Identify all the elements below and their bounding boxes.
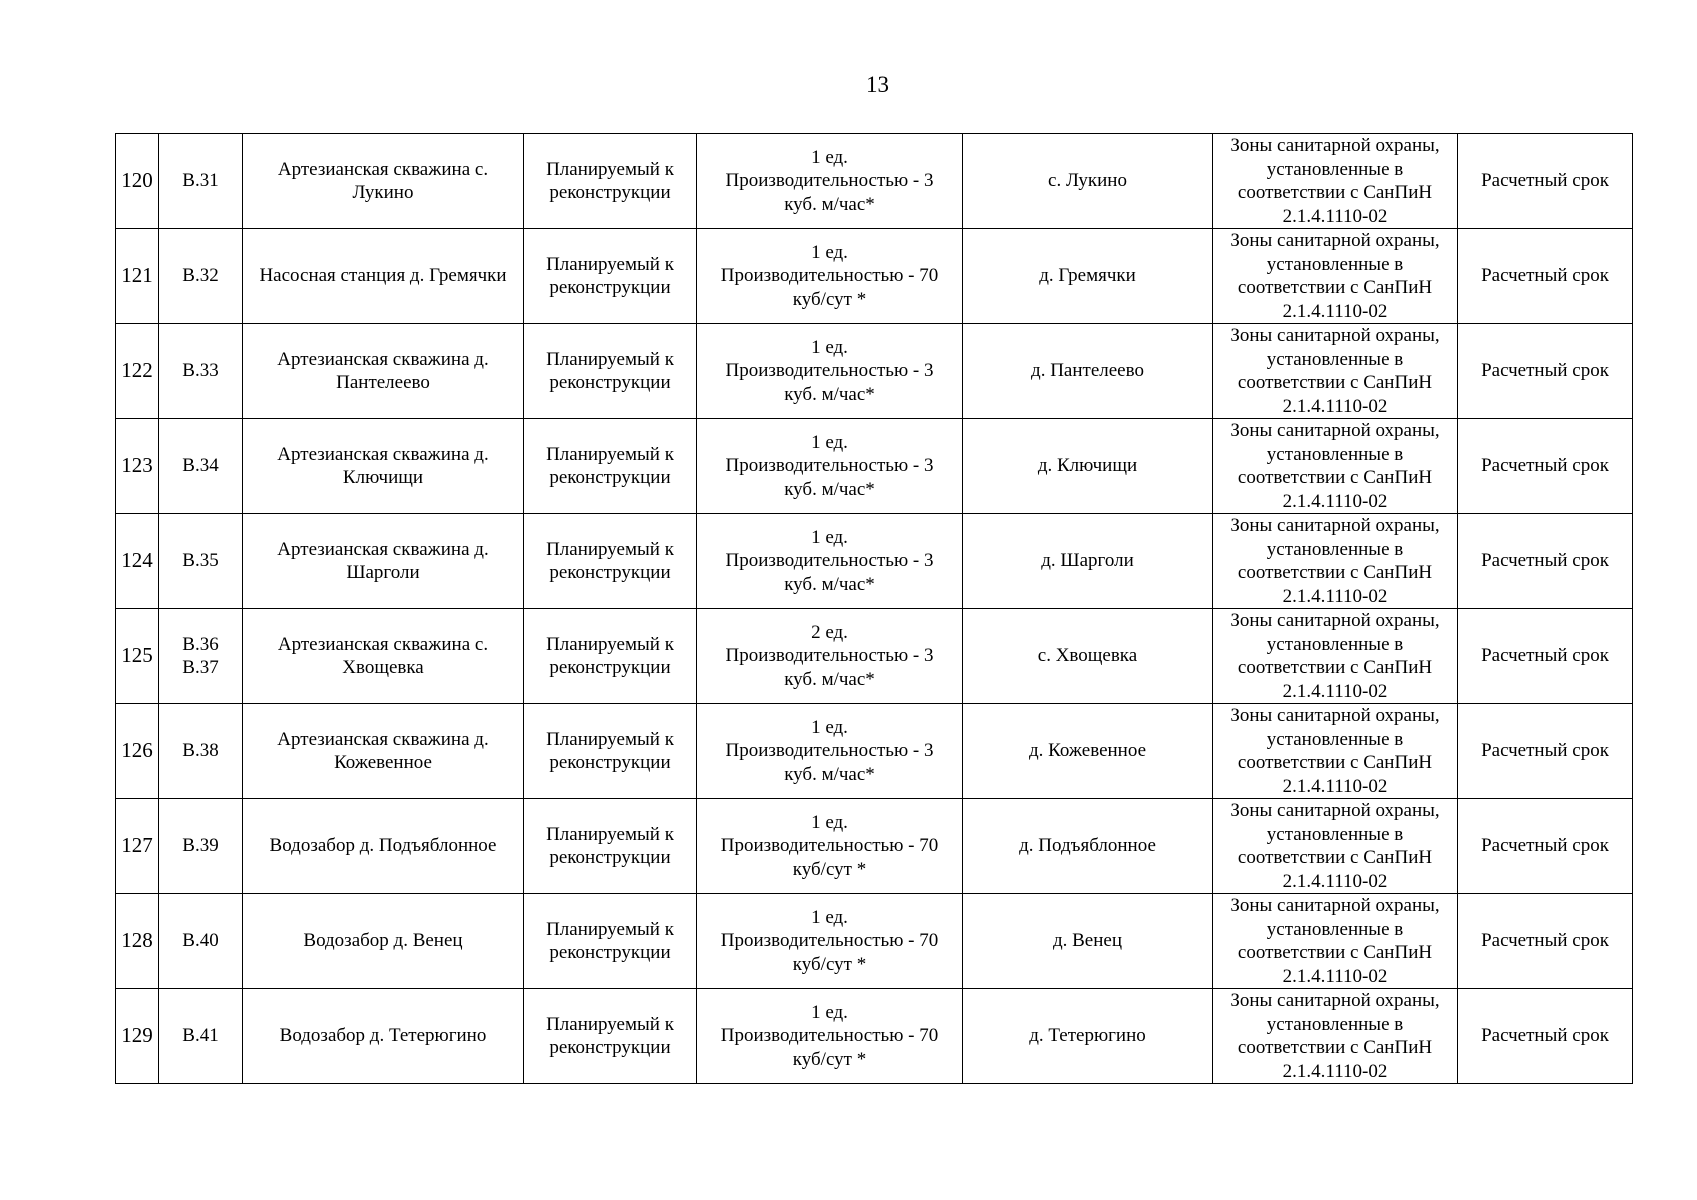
- status-line: реконструкции: [549, 277, 671, 298]
- zone-line: 2.1.4.1110-02: [1282, 205, 1388, 227]
- object-name-line: Артезианская скважина д.: [277, 348, 489, 370]
- capacity-line: куб. м/час*: [784, 383, 875, 405]
- zone-line: соответствии с СанПиН: [1237, 657, 1433, 678]
- location-cell: д. Подъяблонное: [963, 799, 1213, 894]
- row-number-cell: 126: [116, 704, 159, 799]
- location-cell: с. Хвощевка: [963, 609, 1213, 704]
- status-line: реконструкции: [549, 847, 671, 868]
- status-line: реконструкции: [549, 182, 671, 203]
- zone-line: Зоны санитарной охраны,: [1230, 420, 1440, 441]
- table-row: [116, 514, 1633, 609]
- object-code-line: В.34: [182, 455, 219, 477]
- term-cell: Расчетный срок: [1458, 989, 1633, 1084]
- capacity-line: Производительностью - 3: [725, 645, 934, 667]
- capacity-line: Производительностью - 70: [720, 835, 939, 857]
- capacity-line: Производительностью - 3: [725, 360, 934, 382]
- status-cell: [524, 324, 697, 419]
- capacity-cell: [697, 134, 963, 229]
- row-number-cell: 120: [116, 134, 159, 229]
- zone-line: соответствии с СанПиН: [1237, 562, 1433, 583]
- facilities-table: [115, 133, 1633, 1084]
- status-line: Планируемый к: [546, 823, 674, 845]
- zone-line: установленные в: [1266, 253, 1404, 275]
- object-name-cell: [243, 229, 524, 324]
- status-line: Планируемый к: [546, 253, 674, 275]
- capacity-line: Производительностью - 70: [720, 265, 939, 287]
- zone-line: соответствии с СанПиН: [1237, 277, 1433, 298]
- status-line: Планируемый к: [546, 728, 674, 750]
- zone-line: 2.1.4.1110-02: [1282, 490, 1388, 512]
- term-cell: Расчетный срок: [1458, 324, 1633, 419]
- zone-line: Зоны санитарной охраны,: [1230, 135, 1440, 156]
- zone-line: соответствии с СанПиН: [1237, 1037, 1433, 1058]
- row-number-cell: 129: [116, 989, 159, 1084]
- zone-line: 2.1.4.1110-02: [1282, 395, 1388, 417]
- zone-line: установленные в: [1266, 633, 1404, 655]
- object-name-line: Водозабор д. Тетерюгино: [279, 1025, 487, 1047]
- row-number-cell: 124: [116, 514, 159, 609]
- zone-cell: [1213, 514, 1458, 609]
- zone-line: Зоны санитарной охраны,: [1230, 800, 1440, 821]
- term-cell: Расчетный срок: [1458, 609, 1633, 704]
- capacity-line: куб. м/час*: [784, 478, 875, 500]
- location-cell: д. Ключищи: [963, 419, 1213, 514]
- object-name-line: Артезианская скважина с.: [277, 633, 489, 655]
- object-name-line: Хвощевка: [342, 657, 424, 678]
- capacity-line: куб/сут *: [792, 288, 867, 310]
- status-line: реконструкции: [549, 942, 671, 963]
- zone-cell: [1213, 894, 1458, 989]
- status-line: Планируемый к: [546, 348, 674, 370]
- zone-cell: [1213, 704, 1458, 799]
- status-line: реконструкции: [549, 562, 671, 583]
- capacity-line: 1 ед.: [811, 431, 848, 453]
- capacity-line: 1 ед.: [811, 811, 848, 833]
- object-name-line: Водозабор д. Подъяблонное: [269, 835, 497, 857]
- capacity-line: куб. м/час*: [784, 668, 875, 690]
- object-code-cell: [159, 514, 243, 609]
- object-code-cell: [159, 609, 243, 704]
- object-name-cell: [243, 704, 524, 799]
- object-name-line: Артезианская скважина с.: [277, 158, 489, 180]
- capacity-cell: [697, 704, 963, 799]
- zone-line: соответствии с СанПиН: [1237, 372, 1433, 393]
- capacity-line: куб/сут *: [792, 1048, 867, 1070]
- object-code-cell: [159, 704, 243, 799]
- status-line: Планируемый к: [546, 443, 674, 465]
- object-code-cell: [159, 229, 243, 324]
- page-number: 13: [866, 72, 889, 97]
- zone-line: Зоны санитарной охраны,: [1230, 895, 1440, 916]
- object-name-line: Артезианская скважина д.: [277, 538, 489, 560]
- capacity-line: Производительностью - 70: [720, 930, 939, 952]
- object-code-line: В.39: [182, 835, 219, 857]
- object-name-cell: [243, 134, 524, 229]
- row-number-cell: 122: [116, 324, 159, 419]
- status-line: Планируемый к: [546, 538, 674, 560]
- row-number-cell: 121: [116, 229, 159, 324]
- zone-line: 2.1.4.1110-02: [1282, 775, 1388, 797]
- term-cell: Расчетный срок: [1458, 704, 1633, 799]
- object-code-line: В.37: [182, 657, 219, 678]
- zone-line: Зоны санитарной охраны,: [1230, 325, 1440, 346]
- object-code-cell: [159, 989, 243, 1084]
- zone-line: соответствии с СанПиН: [1237, 182, 1433, 203]
- object-code-cell: [159, 419, 243, 514]
- term-cell: Расчетный срок: [1458, 419, 1633, 514]
- capacity-cell: [697, 419, 963, 514]
- object-name-line: Шарголи: [346, 562, 420, 583]
- object-name-line: Лукино: [352, 182, 414, 203]
- status-cell: [524, 894, 697, 989]
- table-row: [116, 229, 1633, 324]
- term-cell: Расчетный срок: [1458, 229, 1633, 324]
- object-name-cell: [243, 514, 524, 609]
- zone-cell: [1213, 989, 1458, 1084]
- status-line: реконструкции: [549, 657, 671, 678]
- object-name-line: Насосная станция д. Гремячки: [259, 265, 507, 287]
- zone-line: Зоны санитарной охраны,: [1230, 515, 1440, 536]
- table-row: [116, 134, 1633, 229]
- zone-line: 2.1.4.1110-02: [1282, 300, 1388, 322]
- zone-line: 2.1.4.1110-02: [1282, 965, 1388, 987]
- table-row: [116, 419, 1633, 514]
- location-cell: д. Гремячки: [963, 229, 1213, 324]
- row-number-cell: 125: [116, 609, 159, 704]
- term-cell: Расчетный срок: [1458, 134, 1633, 229]
- object-code-line: В.33: [182, 360, 219, 382]
- object-name-cell: [243, 894, 524, 989]
- capacity-line: Производительностью - 3: [725, 170, 934, 192]
- capacity-line: 1 ед.: [811, 146, 848, 168]
- capacity-line: 1 ед.: [811, 526, 848, 548]
- object-name-line: Пантелеево: [336, 372, 430, 393]
- zone-line: установленные в: [1266, 728, 1404, 750]
- status-cell: [524, 989, 697, 1084]
- zone-line: 2.1.4.1110-02: [1282, 585, 1388, 607]
- location-cell: д. Тетерюгино: [963, 989, 1213, 1084]
- term-cell: Расчетный срок: [1458, 894, 1633, 989]
- status-cell: [524, 704, 697, 799]
- object-code-cell: [159, 134, 243, 229]
- status-line: Планируемый к: [546, 158, 674, 180]
- zone-cell: [1213, 229, 1458, 324]
- capacity-cell: [697, 324, 963, 419]
- location-cell: д. Шарголи: [963, 514, 1213, 609]
- object-name-line: Ключищи: [342, 467, 424, 488]
- status-line: реконструкции: [549, 1037, 671, 1058]
- object-code-cell: [159, 324, 243, 419]
- capacity-cell: [697, 799, 963, 894]
- capacity-line: куб/сут *: [792, 858, 867, 880]
- capacity-line: 1 ед.: [811, 241, 848, 263]
- object-code-line: В.41: [182, 1025, 219, 1047]
- table-body: [116, 134, 1633, 1084]
- row-number-cell: 123: [116, 419, 159, 514]
- zone-line: Зоны санитарной охраны,: [1230, 990, 1440, 1011]
- table-row: [116, 989, 1633, 1084]
- term-cell: Расчетный срок: [1458, 799, 1633, 894]
- capacity-line: Производительностью - 3: [725, 455, 934, 477]
- zone-cell: [1213, 799, 1458, 894]
- object-name-cell: [243, 989, 524, 1084]
- object-code-line: В.40: [182, 930, 219, 952]
- zone-line: установленные в: [1266, 538, 1404, 560]
- object-name-line: Водозабор д. Венец: [303, 930, 463, 952]
- row-number-cell: 127: [116, 799, 159, 894]
- zone-line: установленные в: [1266, 1013, 1404, 1035]
- object-code-line: В.36: [182, 633, 219, 655]
- object-name-cell: [243, 419, 524, 514]
- capacity-line: 1 ед.: [811, 716, 848, 738]
- zone-line: установленные в: [1266, 918, 1404, 940]
- status-cell: [524, 419, 697, 514]
- capacity-line: Производительностью - 3: [725, 550, 934, 572]
- capacity-cell: [697, 894, 963, 989]
- object-code-line: В.35: [182, 550, 219, 572]
- zone-line: Зоны санитарной охраны,: [1230, 705, 1440, 726]
- status-cell: [524, 514, 697, 609]
- capacity-line: куб/сут *: [792, 953, 867, 975]
- object-code-cell: [159, 799, 243, 894]
- object-code-line: В.31: [182, 170, 219, 192]
- status-line: реконструкции: [549, 752, 671, 773]
- capacity-cell: [697, 989, 963, 1084]
- zone-line: соответствии с СанПиН: [1237, 467, 1433, 488]
- object-name-line: Артезианская скважина д.: [277, 443, 489, 465]
- object-name-line: Артезианская скважина д.: [277, 728, 489, 750]
- zone-cell: [1213, 609, 1458, 704]
- row-number-cell: 128: [116, 894, 159, 989]
- zone-line: соответствии с СанПиН: [1237, 942, 1433, 963]
- term-cell: Расчетный срок: [1458, 514, 1633, 609]
- zone-line: 2.1.4.1110-02: [1282, 1060, 1388, 1082]
- location-cell: д. Кожевенное: [963, 704, 1213, 799]
- capacity-line: 2 ед.: [811, 621, 848, 643]
- status-cell: [524, 609, 697, 704]
- zone-line: Зоны санитарной охраны,: [1230, 230, 1440, 251]
- capacity-cell: [697, 514, 963, 609]
- capacity-cell: [697, 229, 963, 324]
- status-cell: [524, 134, 697, 229]
- capacity-line: Производительностью - 70: [720, 1025, 939, 1047]
- zone-cell: [1213, 134, 1458, 229]
- object-code-line: В.32: [182, 265, 219, 287]
- status-line: Планируемый к: [546, 633, 674, 655]
- zone-line: 2.1.4.1110-02: [1282, 680, 1388, 702]
- zone-line: соответствии с СанПиН: [1237, 847, 1433, 868]
- table-row: [116, 704, 1633, 799]
- object-code-cell: [159, 894, 243, 989]
- capacity-line: куб. м/час*: [784, 193, 875, 215]
- status-line: реконструкции: [549, 467, 671, 488]
- capacity-line: 1 ед.: [811, 1001, 848, 1023]
- status-line: реконструкции: [549, 372, 671, 393]
- table-row: [116, 609, 1633, 704]
- capacity-line: 1 ед.: [811, 336, 848, 358]
- status-line: Планируемый к: [546, 918, 674, 940]
- capacity-line: куб. м/час*: [784, 573, 875, 595]
- location-cell: с. Лукино: [963, 134, 1213, 229]
- zone-cell: [1213, 324, 1458, 419]
- object-name-cell: [243, 799, 524, 894]
- capacity-line: 1 ед.: [811, 906, 848, 928]
- location-cell: д. Пантелеево: [963, 324, 1213, 419]
- location-cell: д. Венец: [963, 894, 1213, 989]
- status-cell: [524, 229, 697, 324]
- status-cell: [524, 799, 697, 894]
- capacity-line: куб. м/час*: [784, 763, 875, 785]
- capacity-line: Производительностью - 3: [725, 740, 934, 762]
- object-code-line: В.38: [182, 740, 219, 762]
- status-line: Планируемый к: [546, 1013, 674, 1035]
- zone-line: установленные в: [1266, 158, 1404, 180]
- zone-line: установленные в: [1266, 348, 1404, 370]
- table-row: [116, 799, 1633, 894]
- capacity-cell: [697, 609, 963, 704]
- zone-line: 2.1.4.1110-02: [1282, 870, 1388, 892]
- zone-line: Зоны санитарной охраны,: [1230, 610, 1440, 631]
- zone-line: установленные в: [1266, 823, 1404, 845]
- object-name-cell: [243, 324, 524, 419]
- object-name-line: Кожевенное: [334, 752, 432, 773]
- zone-line: соответствии с СанПиН: [1237, 752, 1433, 773]
- table-row: [116, 324, 1633, 419]
- zone-line: установленные в: [1266, 443, 1404, 465]
- zone-cell: [1213, 419, 1458, 514]
- object-name-cell: [243, 609, 524, 704]
- table-row: [116, 894, 1633, 989]
